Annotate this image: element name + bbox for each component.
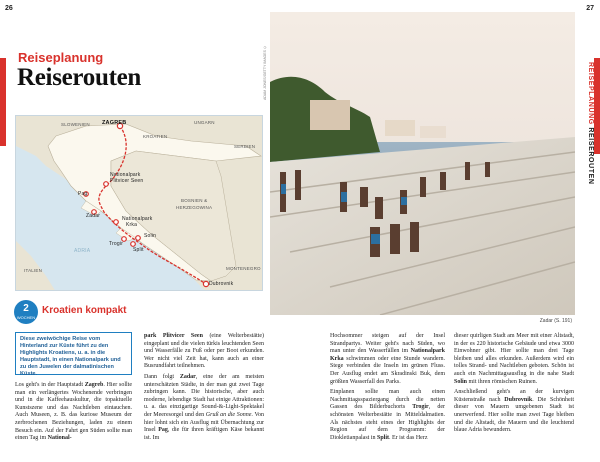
map-city-krka-1: Nationalpark <box>122 216 153 222</box>
route-summary: Diese zweiwöchige Reise vom Hinterland zur Küste führt zu den Highlights Kroatiens, u. a. in die Hauptstadt, in einen Nationalpark und zu den Juwelen der dalmatinischen Küste. <box>15 332 132 375</box>
map-city-plitvice-1: Nationalpark <box>110 172 141 178</box>
map-label-serbien: SERBIEN <box>234 144 256 149</box>
map-label-slowenien: SLOWENIEN <box>61 122 90 127</box>
photo-caption: Zadar (S. 191) <box>539 318 572 324</box>
map-point <box>104 182 109 187</box>
page-title: Reiserouten <box>17 64 141 91</box>
map-label-adria: ADRIA <box>74 248 91 254</box>
photo-building <box>420 126 446 138</box>
map-city-split: Split <box>133 247 144 253</box>
map-label-montenegro: MONTENEGRO <box>226 266 261 271</box>
map-label-herzegowina: HERZEGOWINA <box>176 205 213 210</box>
map-city-solin: Solin <box>144 233 157 239</box>
map-city-dubrovnik: Dubrovnik <box>209 281 234 287</box>
text-column-2 <box>144 333 264 442</box>
map-city-plitvice-2: Plitvicer Seen <box>110 178 144 184</box>
map-city-pag: Pag <box>78 191 88 197</box>
side-heading-part1: REISEPLANUNG <box>587 62 594 125</box>
map-label-kroatien: KROATIEN <box>143 134 168 139</box>
map-city-zagreb: ZAGREB <box>102 120 127 126</box>
text-column-3 <box>330 333 445 442</box>
duration-badge <box>14 300 38 324</box>
paragraph: Hochsommer steigen auf der Insel Strandpartys. Weiter geht's nach Süden, wo man unter den Wasserfällen im Nationalpark Krka schwimmen oder eine Stunde wandern. Stege verbinden die Inseln im grünen Fluss. Der Ausflug endet am Skradinski Buk, dem größten Wasserfall des Parks. <box>330 333 445 385</box>
section-kicker: Reiseplanung <box>18 50 104 65</box>
paragraph: Dann folgt Zadar, eine der am meisten unterschätzten Städte, in der man gut zwei Tage zubringen kann. Die historische, aber auch moderne, lebendige Stadt hat einige Attraktionen: u. a. das einzigartige Sound-&-Light-Spektakel der Meeresorgel und den Gruß an die Sonne. Von hier lohnt sich ein Ausflug mit Übernachtung zur Insel Pag, die für ihren kräftigen Käse bekannt ist. Im <box>144 373 265 441</box>
text-column-1 <box>15 382 132 443</box>
map-point <box>131 242 136 247</box>
route-map <box>15 115 263 291</box>
map-drawing <box>16 116 263 291</box>
map-point <box>203 281 208 286</box>
photo-credit: ADAM JONES/GETTY IMAGES © <box>263 45 267 100</box>
zadar-seafront-photo <box>270 12 575 315</box>
route-title: Kroatien kompakt <box>42 305 127 316</box>
map-point <box>136 236 141 241</box>
paragraph: Einplanen sollte man auch einen Nachmittagsspaziergang durch die netten Gassen des Bilderbuchorts Trogir, der schönsten Welterbestätte in Mitteldalmatien. Als nächstes steht eines der Highlights der Region auf dem Programm: der Diokletianpalast in Split. Er ist das Herz <box>330 389 445 441</box>
badge-unit: WOCHEN <box>16 315 36 320</box>
map-label-ungarn: UNGARN <box>194 120 215 125</box>
map-city-krka-2: Krka <box>126 222 138 228</box>
chapter-tab-left <box>0 58 6 146</box>
photo-building <box>385 120 415 136</box>
side-heading-part2: REISEROUTEN <box>587 127 594 185</box>
map-label-italien: ITALIEN <box>24 268 43 273</box>
chapter-tab-right <box>594 58 600 154</box>
paragraph: dieser quirligen Stadt am Meer mit einer Altstadt, in der es 220 historische Gebäude und etwa 3000 Einwohner gibt. Hier sollte man drei Tage bleiben und alles erkunden. Außerdem wird ein tolles Strand- und Nachtleben geboten. Schön ist auch ein Nachmittagsausflug in die nahe Stadt Solin mit ihren römischen Ruinen. <box>454 333 574 385</box>
paragraph: park Plitvicer Seen (eine Welterbestätte) eingeplant und die vielen türkis leuchtenden Seen und Wasserfälle zu Fuß oder per Boot erkunden. Wer nicht viel Zeit hat, kann auch an einer Busrundfahrt teilnehmen. <box>144 333 264 370</box>
page-number-right: 27 <box>586 5 594 12</box>
map-label-bosnien: BOSNIEN & <box>181 198 208 203</box>
photo-building <box>310 100 350 130</box>
map-city-trogir: Trogir <box>109 241 124 247</box>
page-number-left: 26 <box>5 5 13 12</box>
text-column-4 <box>454 333 574 435</box>
badge-number: 2 <box>23 303 29 314</box>
paragraph: Los geht's in der Hauptstadt Zagreb. Hier sollte man ein verlängertes Wochenende verbringen und in die Kaffeehauskultur, die topaktuelle Kunstszene und das Nachtleben eintauchen. Auch Museen, z. B. das kuriose Museum der zerbrochenen Beziehungen, laden zu einem Besuch ein. Auf der Fahrt gen Süden sollte man einen Tag im National- <box>15 382 132 442</box>
photo-illustration <box>270 12 575 315</box>
map-point <box>114 220 119 225</box>
map-city-zadar: Zadar <box>86 213 101 219</box>
side-heading <box>584 62 594 185</box>
paragraph: Anschließend geht's an der kurvigen Küstenstraße nach Dubrovnik. Die Schönheit dieser von Mauern umgebenen Stadt ist unerwerfend. Hier sollte man zwei Tage bleiben und die Altstadt, die Mauern und die leuchtend blaue Adria bewundern. <box>454 389 574 434</box>
